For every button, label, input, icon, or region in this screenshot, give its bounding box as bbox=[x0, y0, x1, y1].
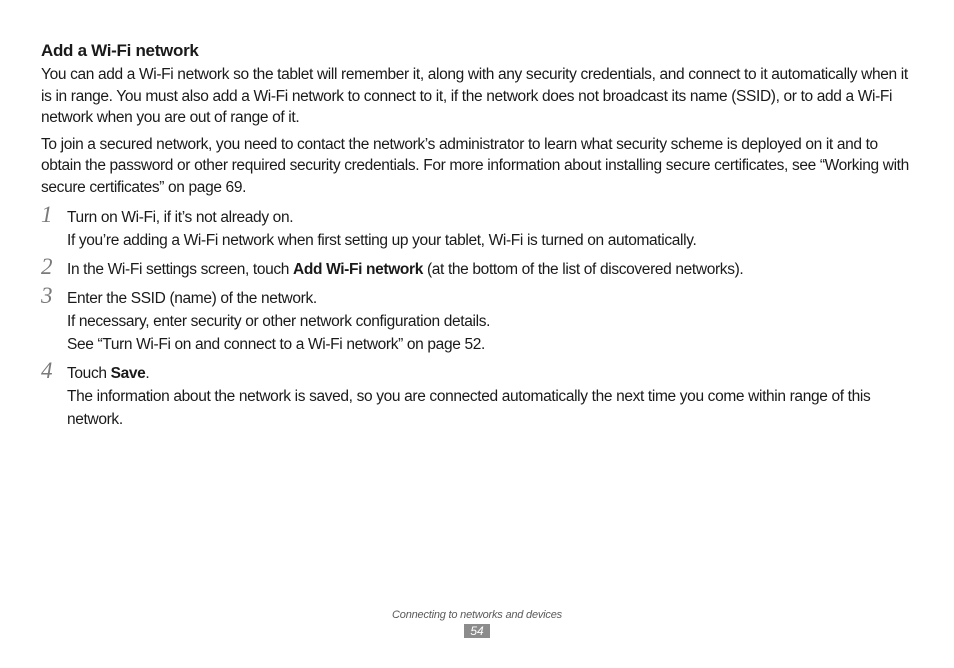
step-text: . bbox=[145, 365, 150, 382]
step-number: 3 bbox=[41, 283, 53, 308]
secured-network-paragraph: To join a secured network, you need to contact the network’s administrator to learn what security scheme is deployed on it and to obtain the password or other required security credentials. For more information about installing secure certificates, see “Working with secure certificates” on page 69. bbox=[41, 135, 909, 196]
step-2 bbox=[41, 254, 911, 281]
intro-paragraph: You can add a Wi-Fi network so the tablet will remember it, along with any security credentials, and connect to it automatically when it is in range. You must also add a Wi-Fi network to connect to it, if the network does not broadcast its name (SSID), or to add a Wi-Fi network when you are out of range of it. bbox=[41, 66, 908, 126]
step-instruction bbox=[67, 362, 911, 385]
step-text: (at the bottom of the list of discovered networks). bbox=[423, 261, 744, 278]
step-note: If necessary, enter security or other network configuration details. bbox=[67, 313, 491, 330]
step-1 bbox=[41, 202, 911, 252]
ui-term-add-wifi-network: Add Wi-Fi network bbox=[293, 261, 423, 278]
step-number: 4 bbox=[41, 358, 53, 383]
ui-term-save: Save bbox=[110, 365, 146, 382]
page-number: 54 bbox=[464, 624, 490, 638]
section-heading: Add a Wi-Fi network bbox=[41, 41, 199, 60]
step-note: The information about the network is saved, so you are connected automatically the next time you come within range of this network. bbox=[67, 388, 871, 428]
step-text: In the Wi-Fi settings screen, touch bbox=[67, 261, 294, 278]
step-3 bbox=[41, 283, 911, 356]
step-4 bbox=[41, 358, 911, 431]
step-list bbox=[41, 202, 911, 431]
step-note: If you’re adding a Wi-Fi network when first setting up your tablet, Wi-Fi is turned on automatically. bbox=[67, 232, 697, 249]
step-note: See “Turn Wi-Fi on and connect to a Wi-Fi network” on page 52. bbox=[67, 336, 485, 353]
step-instruction: Turn on Wi-Fi, if it’s not already on. bbox=[67, 209, 294, 226]
step-instruction: Enter the SSID (name) of the network. bbox=[67, 290, 317, 307]
step-number: 2 bbox=[41, 254, 53, 279]
step-instruction bbox=[67, 258, 911, 281]
step-number: 1 bbox=[41, 202, 53, 227]
step-text: Touch bbox=[67, 365, 111, 382]
page-footer bbox=[0, 609, 954, 640]
page-content bbox=[41, 40, 911, 437]
chapter-title: Connecting to networks and devices bbox=[392, 609, 562, 621]
